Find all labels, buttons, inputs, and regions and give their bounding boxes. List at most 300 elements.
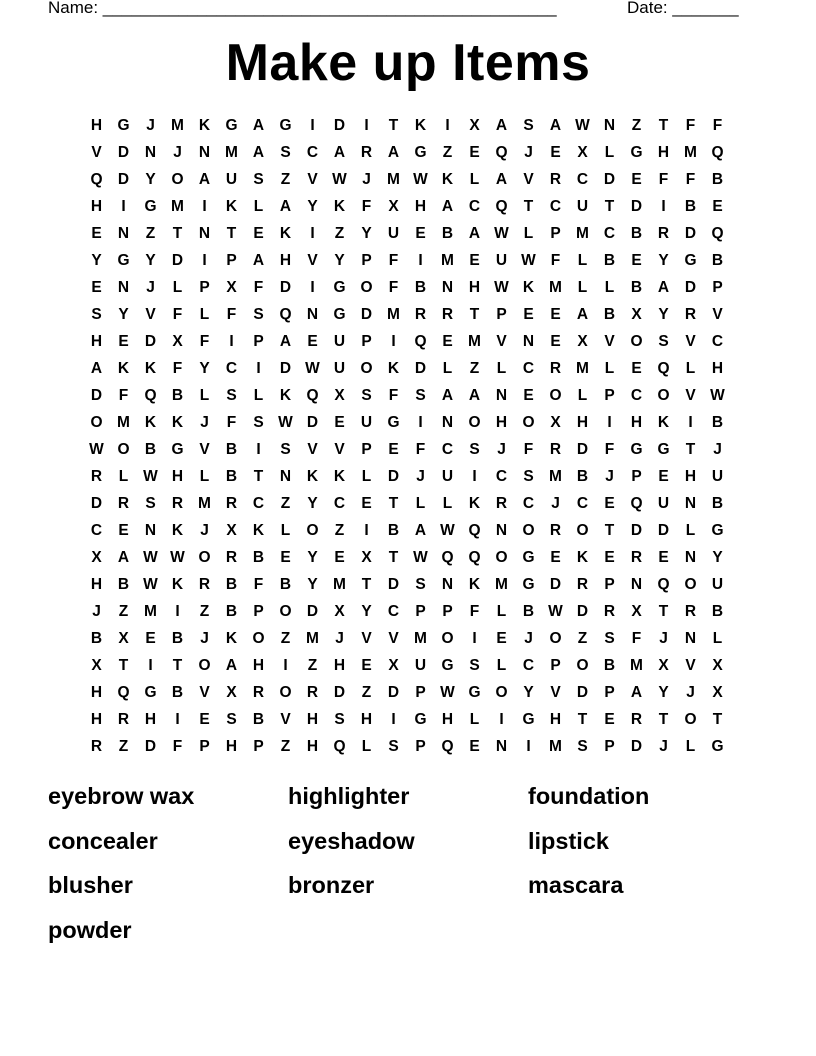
grid-letter: Z	[280, 495, 291, 512]
grid-letter: G	[522, 576, 535, 593]
grid-letter: R	[630, 549, 643, 566]
grid-letter: H	[576, 414, 589, 431]
grid-letter: R	[117, 495, 130, 512]
grid-letter: H	[90, 576, 103, 593]
grid-letter: R	[117, 711, 130, 728]
grid-letter: S	[253, 171, 264, 188]
grid-letter: Y	[307, 549, 318, 566]
grid-letter: S	[334, 711, 345, 728]
grid-letter: V	[523, 171, 534, 188]
grid-letter: B	[603, 657, 616, 674]
grid-letter: R	[684, 603, 697, 620]
grid-letter: S	[415, 387, 426, 404]
grid-letter: A	[495, 171, 508, 188]
grid-letter: I	[391, 711, 396, 728]
grid-letter: O	[522, 522, 535, 539]
grid-letter: V	[712, 306, 723, 323]
grid-letter: S	[577, 738, 588, 755]
grid-letter: U	[576, 198, 589, 215]
grid-letter: P	[496, 306, 507, 323]
grid-letter: V	[496, 333, 507, 350]
grid-letter: O	[306, 522, 319, 539]
grid-letter: R	[252, 684, 265, 701]
grid-letter: O	[279, 603, 292, 620]
grid-letter: W	[278, 414, 293, 431]
grid-letter: X	[577, 144, 588, 161]
grid-letter: U	[711, 468, 724, 485]
grid-letter: N	[198, 225, 211, 242]
grid-letter: T	[253, 468, 264, 485]
grid-letter: D	[171, 252, 184, 269]
grid-letter: R	[549, 441, 562, 458]
grid-letter: R	[198, 576, 211, 593]
grid-letter: N	[441, 414, 454, 431]
grid-letter: W	[710, 387, 725, 404]
grid-letter: D	[576, 603, 589, 620]
grid-letter: S	[145, 495, 156, 512]
grid-row	[83, 679, 731, 706]
grid-letter: K	[225, 198, 238, 215]
grid-letter: C	[306, 144, 319, 161]
grid-letter: P	[550, 225, 561, 242]
grid-row	[83, 598, 731, 625]
grid-letter: K	[387, 360, 400, 377]
word-bank	[48, 778, 768, 956]
grid-letter: D	[387, 684, 400, 701]
grid-letter: S	[280, 144, 291, 161]
grid-letter: Y	[199, 360, 210, 377]
grid-letter: O	[171, 171, 184, 188]
grid-letter: F	[172, 738, 183, 755]
grid-letter: I	[688, 414, 693, 431]
grid-letter: T	[118, 657, 129, 674]
grid-letter: B	[414, 279, 427, 296]
grid-letter: B	[630, 279, 643, 296]
grid-letter: T	[523, 198, 534, 215]
grid-letter: B	[252, 549, 265, 566]
grid-letter: I	[418, 414, 423, 431]
grid-row	[83, 706, 731, 733]
grid-letter: Z	[280, 171, 291, 188]
grid-letter: X	[658, 657, 669, 674]
grid-letter: L	[712, 630, 723, 647]
grid-letter: H	[90, 117, 103, 134]
grid-letter: B	[225, 603, 238, 620]
grid-letter: E	[550, 549, 561, 566]
grid-letter: E	[361, 495, 372, 512]
grid-letter: N	[495, 387, 508, 404]
grid-letter: W	[413, 549, 428, 566]
grid-letter: H	[684, 468, 697, 485]
grid-letter: R	[549, 360, 562, 377]
grid-letter: F	[388, 252, 399, 269]
grid-letter: F	[199, 333, 210, 350]
grid-letter: G	[522, 711, 535, 728]
grid-row	[83, 301, 731, 328]
grid-letter: D	[549, 576, 562, 593]
grid-letter: E	[523, 387, 534, 404]
grid-letter: G	[225, 117, 238, 134]
grid-letter: M	[387, 171, 400, 188]
grid-letter: B	[711, 603, 724, 620]
grid-letter: D	[306, 414, 319, 431]
grid-letter: F	[172, 306, 183, 323]
grid-letter: P	[631, 468, 642, 485]
grid-letter: E	[361, 657, 372, 674]
grid-letter: T	[658, 117, 669, 134]
grid-letter: E	[550, 333, 561, 350]
grid-letter: K	[306, 468, 319, 485]
grid-letter: K	[198, 117, 211, 134]
grid-letter: W	[494, 279, 509, 296]
grid-letter: M	[576, 360, 589, 377]
grid-letter: N	[522, 333, 535, 350]
grid-letter: E	[631, 171, 642, 188]
grid-letter: V	[91, 144, 102, 161]
grid-letter: X	[172, 333, 183, 350]
grid-letter: W	[143, 468, 158, 485]
grid-row	[83, 274, 731, 301]
grid-letter: B	[225, 468, 238, 485]
grid-letter: O	[576, 522, 589, 539]
grid-letter: K	[279, 225, 292, 242]
grid-letter: Y	[118, 306, 129, 323]
grid-letter: O	[441, 630, 454, 647]
grid-letter: G	[171, 441, 184, 458]
grid-letter: B	[441, 225, 454, 242]
grid-letter: S	[280, 441, 291, 458]
grid-letter: I	[229, 333, 234, 350]
grid-letter: C	[576, 495, 589, 512]
grid-letter: P	[253, 603, 264, 620]
grid-letter: E	[334, 414, 345, 431]
grid-letter: K	[522, 279, 535, 296]
grid-letter: E	[658, 549, 669, 566]
grid-letter: D	[333, 117, 346, 134]
grid-letter: Z	[280, 630, 291, 647]
grid-letter: Y	[334, 252, 345, 269]
grid-letter: A	[198, 171, 211, 188]
grid-letter: T	[388, 117, 399, 134]
grid-letter: E	[604, 549, 615, 566]
grid-letter: A	[468, 225, 481, 242]
grid-letter: X	[361, 549, 372, 566]
grid-row	[83, 490, 731, 517]
grid-letter: T	[658, 711, 669, 728]
grid-letter: E	[469, 738, 480, 755]
grid-letter: D	[117, 144, 130, 161]
grid-letter: X	[631, 306, 642, 323]
grid-letter: P	[361, 333, 372, 350]
grid-letter: K	[333, 198, 346, 215]
grid-letter: P	[550, 657, 561, 674]
grid-letter: L	[253, 198, 264, 215]
grid-letter: V	[685, 333, 696, 350]
grid-letter: W	[89, 441, 104, 458]
grid-letter: E	[550, 306, 561, 323]
grid-letter: I	[121, 198, 126, 215]
grid-letter: O	[198, 657, 211, 674]
grid-letter: N	[117, 279, 130, 296]
grid-letter: Z	[334, 225, 345, 242]
grid-letter: C	[549, 198, 562, 215]
grid-letter: H	[306, 738, 319, 755]
page-title: Make up Items	[225, 34, 591, 92]
grid-letter: P	[604, 738, 615, 755]
grid-letter: V	[307, 171, 318, 188]
grid-letter: F	[226, 306, 237, 323]
grid-letter: I	[418, 252, 423, 269]
grid-letter: E	[712, 198, 723, 215]
grid-letter: P	[604, 684, 615, 701]
grid-letter: L	[685, 360, 696, 377]
grid-letter: Y	[307, 495, 318, 512]
grid-letter: B	[603, 252, 616, 269]
grid-letter: Q	[90, 171, 103, 188]
grid-letter: H	[252, 657, 265, 674]
grid-letter: B	[171, 684, 184, 701]
date-field-label: Date: _______	[627, 0, 739, 17]
grid-letter: S	[523, 117, 534, 134]
grid-letter: P	[604, 387, 615, 404]
grid-row	[83, 463, 731, 490]
grid-letter: C	[522, 657, 535, 674]
grid-letter: C	[711, 333, 724, 350]
grid-letter: X	[226, 522, 237, 539]
grid-letter: F	[685, 171, 696, 188]
grid-letter: Q	[441, 549, 454, 566]
grid-letter: R	[495, 495, 508, 512]
grid-letter: G	[414, 144, 427, 161]
grid-letter: L	[361, 738, 372, 755]
grid-letter: J	[659, 738, 668, 755]
grid-letter: A	[90, 360, 103, 377]
grid-letter: G	[117, 117, 130, 134]
word-bank-item: foundation	[528, 783, 650, 809]
grid-letter: I	[661, 198, 666, 215]
grid-letter: G	[522, 549, 535, 566]
grid-letter: H	[360, 711, 373, 728]
grid-letter: L	[604, 144, 615, 161]
grid-letter: M	[630, 657, 643, 674]
grid-letter: O	[549, 387, 562, 404]
grid-letter: R	[441, 306, 454, 323]
grid-letter: K	[171, 576, 184, 593]
grid-letter: E	[280, 549, 291, 566]
grid-letter: K	[252, 522, 265, 539]
grid-letter: I	[526, 738, 531, 755]
grid-letter: Y	[523, 684, 534, 701]
grid-letter: U	[657, 495, 670, 512]
grid-letter: V	[685, 657, 696, 674]
grid-row	[83, 382, 731, 409]
grid-letter: K	[333, 468, 346, 485]
grid-letter: O	[630, 333, 643, 350]
grid-letter: C	[441, 441, 454, 458]
grid-letter: L	[253, 387, 264, 404]
grid-letter: G	[144, 684, 157, 701]
grid-letter: J	[200, 522, 209, 539]
grid-letter: B	[171, 387, 184, 404]
grid-letter: D	[387, 468, 400, 485]
grid-letter: I	[607, 414, 612, 431]
grid-row	[83, 409, 731, 436]
grid-letter: A	[279, 198, 292, 215]
grid-letter: X	[550, 414, 561, 431]
grid-letter: K	[117, 360, 130, 377]
grid-letter: E	[604, 495, 615, 512]
grid-letter: Q	[333, 738, 346, 755]
grid-letter: E	[415, 225, 426, 242]
grid-letter: W	[170, 549, 185, 566]
grid-letter: V	[307, 441, 318, 458]
grid-letter: H	[657, 144, 670, 161]
grid-letter: N	[306, 306, 319, 323]
grid-letter: T	[685, 441, 696, 458]
grid-letter: Q	[657, 360, 670, 377]
grid-letter: K	[468, 495, 481, 512]
grid-letter: R	[657, 225, 670, 242]
grid-letter: F	[550, 252, 561, 269]
grid-letter: O	[468, 414, 481, 431]
grid-letter: P	[361, 441, 372, 458]
grid-letter: L	[415, 495, 426, 512]
grid-letter: F	[226, 414, 237, 431]
grid-letter: G	[630, 441, 643, 458]
grid-letter: N	[279, 468, 292, 485]
grid-letter: U	[495, 252, 508, 269]
grid-letter: M	[387, 306, 400, 323]
grid-letter: Z	[118, 738, 129, 755]
grid-letter: X	[388, 657, 399, 674]
grid-letter: V	[145, 306, 156, 323]
grid-letter: X	[118, 630, 129, 647]
grid-letter: A	[225, 657, 238, 674]
grid-letter: J	[362, 171, 371, 188]
grid-letter: C	[522, 495, 535, 512]
grid-letter: D	[144, 333, 157, 350]
grid-letter: J	[524, 144, 533, 161]
grid-letter: H	[468, 279, 481, 296]
grid-letter: M	[414, 630, 427, 647]
grid-letter: T	[226, 225, 237, 242]
grid-letter: E	[307, 333, 318, 350]
grid-letter: H	[711, 360, 724, 377]
grid-letter: G	[117, 252, 130, 269]
grid-letter: O	[522, 414, 535, 431]
grid-letter: O	[495, 684, 508, 701]
grid-letter: J	[335, 630, 344, 647]
grid-letter: B	[225, 576, 238, 593]
grid-letter: D	[657, 522, 670, 539]
grid-letter: K	[468, 576, 481, 593]
grid-letter: S	[469, 657, 480, 674]
grid-letter: M	[225, 144, 238, 161]
grid-letter: K	[144, 360, 157, 377]
grid-letter: J	[551, 495, 560, 512]
grid-letter: E	[658, 468, 669, 485]
grid-letter: N	[441, 576, 454, 593]
grid-letter: X	[226, 279, 237, 296]
word-bank-item: eyeshadow	[288, 827, 415, 854]
grid-letter: L	[199, 468, 210, 485]
grid-letter: F	[685, 117, 696, 134]
grid-letter: E	[253, 225, 264, 242]
grid-letter: A	[549, 117, 562, 134]
grid-letter: I	[175, 711, 180, 728]
grid-letter: J	[605, 468, 614, 485]
grid-letter: S	[388, 738, 399, 755]
grid-letter: B	[630, 225, 643, 242]
grid-letter: U	[414, 657, 427, 674]
grid-letter: Y	[307, 198, 318, 215]
grid-letter: C	[495, 468, 508, 485]
grid-letter: A	[252, 252, 265, 269]
grid-letter: I	[310, 279, 315, 296]
grid-letter: X	[91, 549, 102, 566]
grid-letter: Z	[442, 144, 453, 161]
grid-letter: A	[468, 387, 481, 404]
grid-letter: G	[387, 414, 400, 431]
grid-letter: V	[199, 441, 210, 458]
grid-letter: E	[388, 441, 399, 458]
grid-letter: N	[198, 144, 211, 161]
grid-letter: G	[414, 711, 427, 728]
grid-letter: Q	[711, 225, 724, 242]
grid-letter: R	[684, 306, 697, 323]
grid-letter: W	[143, 576, 158, 593]
grid-letter: K	[441, 171, 454, 188]
grid-letter: E	[469, 144, 480, 161]
grid-letter: J	[146, 117, 155, 134]
grid-letter: F	[253, 576, 264, 593]
grid-letter: A	[387, 144, 400, 161]
word-bank-item: bronzer	[288, 872, 375, 898]
grid-letter: A	[576, 306, 589, 323]
grid-letter: H	[144, 711, 157, 728]
grid-letter: D	[603, 171, 616, 188]
grid-letter: Q	[117, 684, 130, 701]
grid-letter: J	[146, 279, 155, 296]
grid-letter: S	[658, 333, 669, 350]
grid-letter: M	[144, 603, 157, 620]
grid-letter: S	[469, 441, 480, 458]
grid-letter: L	[577, 252, 588, 269]
grid-letter: T	[604, 522, 615, 539]
grid-letter: L	[469, 171, 480, 188]
grid-letter: O	[90, 414, 103, 431]
grid-letter: R	[414, 306, 427, 323]
grid-letter: I	[310, 225, 315, 242]
grid-letter: E	[604, 711, 615, 728]
grid-letter: N	[117, 225, 130, 242]
grid-letter: H	[279, 252, 292, 269]
grid-letter: F	[388, 279, 399, 296]
grid-letter: N	[630, 576, 643, 593]
grid-letter: W	[332, 171, 347, 188]
grid-letter: D	[387, 576, 400, 593]
grid-letter: S	[361, 387, 372, 404]
grid-letter: K	[576, 549, 589, 566]
grid-letter: H	[414, 198, 427, 215]
grid-letter: P	[253, 738, 264, 755]
grid-letter: J	[200, 630, 209, 647]
grid-letter: L	[577, 279, 588, 296]
grid-letter: Z	[631, 117, 642, 134]
grid-letter: X	[631, 603, 642, 620]
grid-letter: Y	[307, 576, 318, 593]
grid-letter: W	[575, 117, 590, 134]
